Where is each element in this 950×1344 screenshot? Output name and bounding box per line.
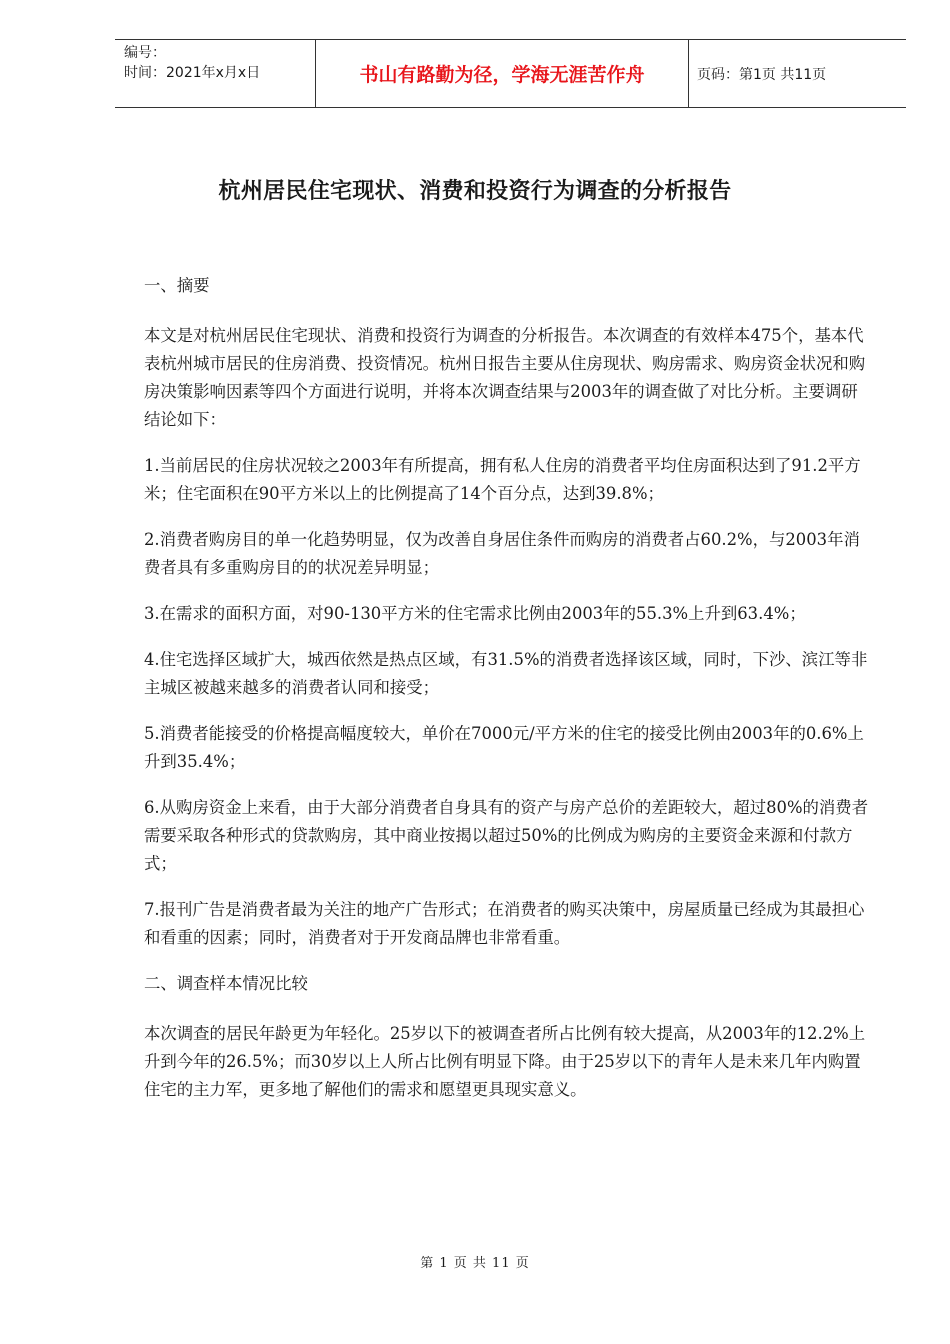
paragraph-intro: 本文是对杭州居民住宅现状、消费和投资行为调查的分析报告。本次调查的有效样本475个，基本代表杭州城市居民的住房消费、投资情况。杭州日报告主要从住房现状、购房需求、购房资金状况和购房决策影响因素等四个方面进行说明，并将本次调查结果与2003年的调查做了对比分析。主要调研结论如下： [144,326,866,429]
document-header [115,39,906,108]
header-motto: 书山有路勤为径，学海无涯苦作舟 [316,40,689,107]
document-body [144,272,874,1122]
section-heading-sample: 二、调查样本情况比较 [144,974,308,993]
paragraph-conclusion-7: 7.报刊广告是消费者最为关注的地产广告形式；在消费者的购买决策中，房屋质量已经成为其最担心和看重的因素；同时，消费者对于开发商品牌也非常看重。 [144,900,865,947]
paragraph-conclusion-6: 6.从购房资金上来看，由于大部分消费者自身具有的资产与房产总价的差距较大，超过80%的消费者需要采取各种形式的贷款购房，其中商业按揭以超过50%的比例成为购房的主要资金来源和付款方式； [144,798,869,873]
paragraph-conclusion-4: 4.住宅选择区域扩大，城西依然是热点区域，有31.5%的消费者选择该区域，同时，下沙、滨江等非主城区被越来越多的消费者认同和接受； [144,650,868,697]
paragraph-conclusion-1: 1.当前居民的住房状况较之2003年有所提高，拥有私人住房的消费者平均住房面积达到了91.2平方米；住宅面积在90平方米以上的比例提高了14个百分点，达到39.8%； [144,456,861,503]
paragraph-conclusion-2: 2.消费者购房目的单一化趋势明显，仅为改善自身居住条件而购房的消费者占60.2%，与2003年消费者具有多重购房目的的状况差异明显； [144,530,860,577]
page-footer: 第 1 页 共 11 页 [420,1256,530,1271]
paragraph-conclusion-5: 5.消费者能接受的价格提高幅度较大，单价在7000元/平方米的住宅的接受比例由2003年的0.6%上升到35.4%； [144,724,864,771]
header-page-info: 页码：第1页 共11页 [697,66,827,83]
document-title: 杭州居民住宅现状、消费和投资行为调查的分析报告 [218,179,732,204]
number-label: 编号： [124,45,166,61]
paragraph-conclusion-3: 3.在需求的面积方面，对90-130平方米的住宅需求比例由2003年的55.3%上升到63.4%； [144,604,806,623]
section-heading-summary: 一、摘要 [144,276,210,295]
header-meta [115,40,316,107]
time-label: 时间：2021年x月x日 [124,65,261,81]
paragraph-sample: 本次调查的居民年龄更为年轻化。25岁以下的被调查者所占比例有较大提高，从2003年的12.2%上升到今年的26.5%；而30岁以上人所占比例有明显下降。由于25岁以下的青年人是未来几年内购置住宅的主力军，更多地了解他们的需求和愿望更具现实意义。 [144,1024,866,1099]
